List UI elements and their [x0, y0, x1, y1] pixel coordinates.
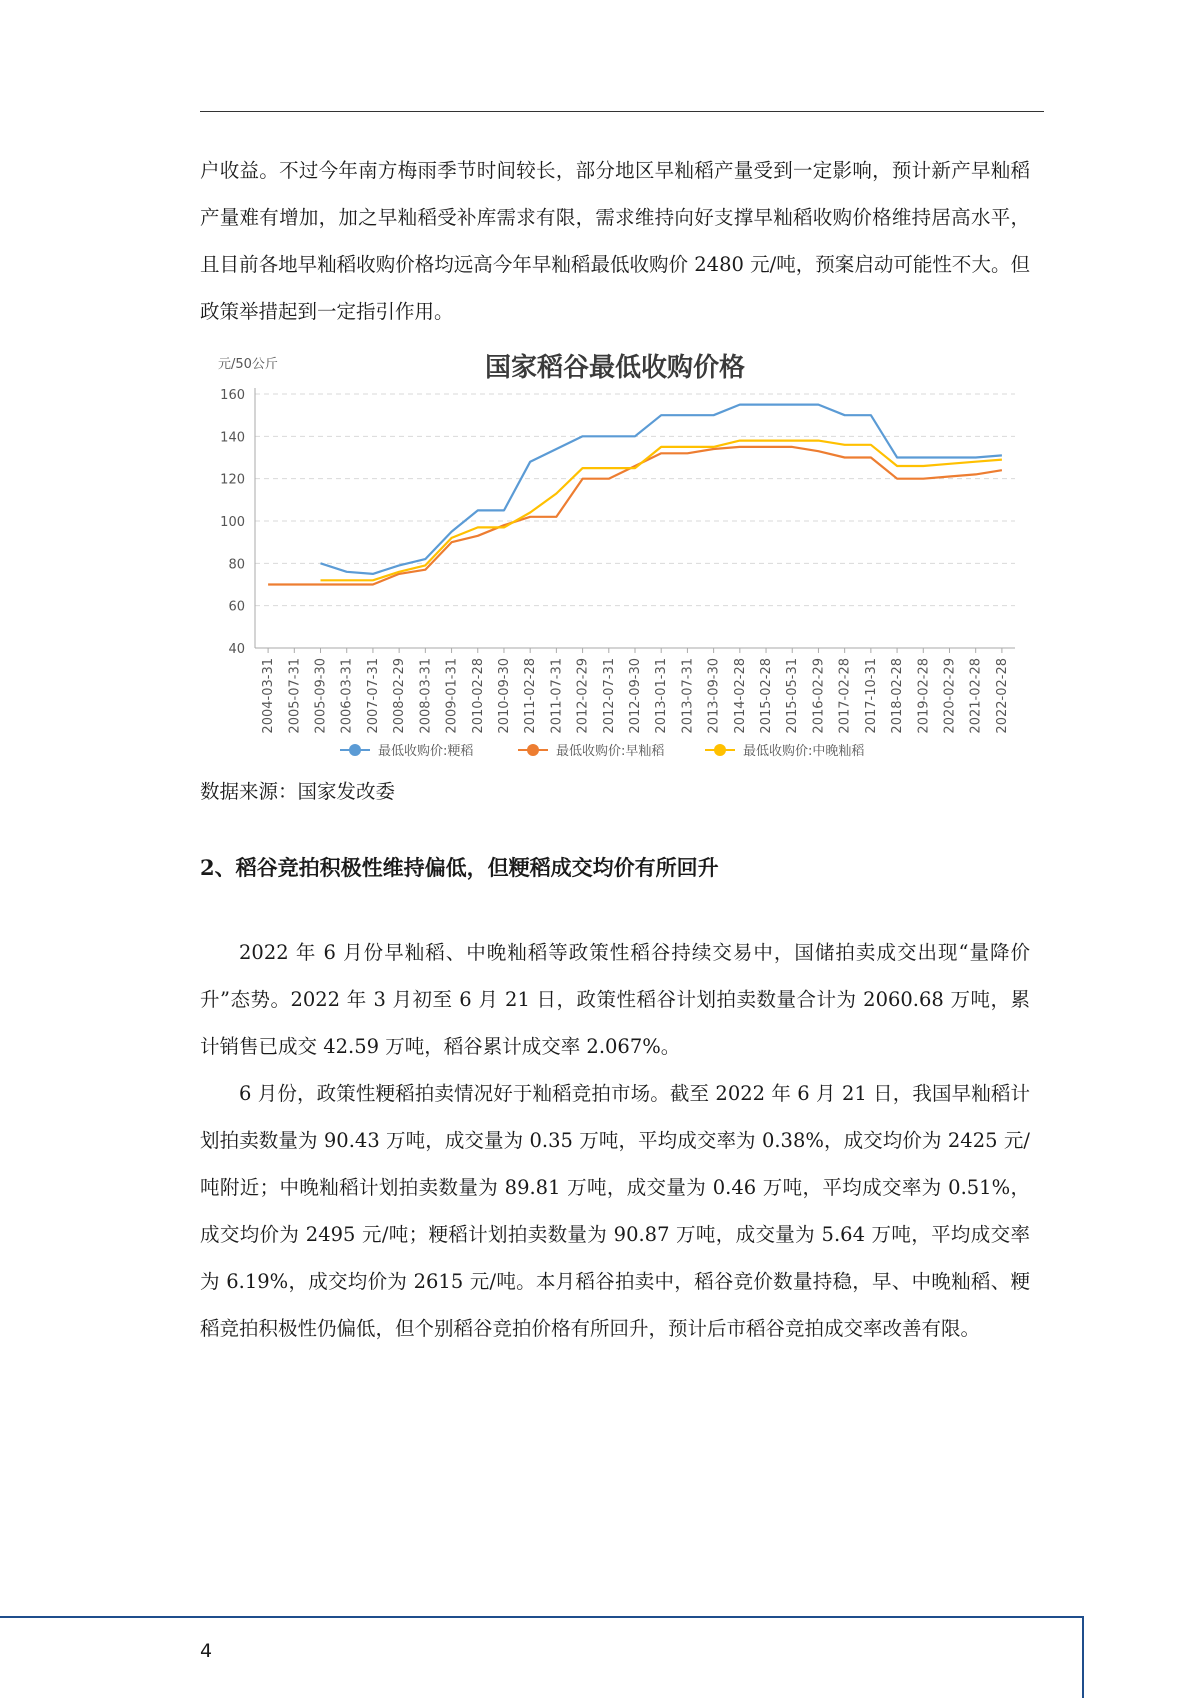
x-tick-label: 2011-02-28 — [523, 658, 539, 734]
x-tick-label: 2017-02-28 — [837, 658, 853, 734]
legend-label: 最低收购价:中晚籼稻 — [743, 744, 865, 759]
section-heading: 2、稻谷竞拍积极性维持偏低，但粳稻成交均价有所回升 — [200, 855, 719, 880]
chart — [200, 348, 1030, 768]
legend-label: 最低收购价:粳稻 — [378, 744, 474, 759]
x-tick-label: 2017-10-31 — [863, 658, 879, 734]
x-tick-label: 2015-05-31 — [785, 658, 801, 734]
footer-border-side — [1082, 1616, 1084, 1698]
y-tick-label: 140 — [220, 430, 245, 446]
data-source: 数据来源：国家发改委 — [200, 780, 396, 803]
x-tick-label: 2008-02-29 — [392, 658, 408, 734]
x-tick-label: 2013-01-31 — [654, 658, 670, 734]
x-tick-label: 2021-02-28 — [968, 658, 984, 734]
x-tick-label: 2010-09-30 — [496, 658, 512, 734]
chart-title: 国家稻谷最低收购价格 — [484, 353, 746, 383]
x-tick-label: 2005-07-31 — [287, 658, 303, 734]
x-tick-label: 2010-02-28 — [470, 658, 486, 734]
y-tick-label: 40 — [228, 642, 245, 657]
x-tick-label: 2016-02-29 — [811, 658, 827, 734]
legend-marker — [527, 744, 539, 756]
page-number: 4 — [200, 1640, 213, 1662]
y-tick-label: 120 — [220, 472, 245, 488]
x-tick-label: 2020-02-29 — [942, 658, 958, 734]
y-axis-unit-label: 元/50公斤 — [218, 357, 278, 372]
x-tick-label: 2019-02-28 — [916, 658, 932, 734]
x-tick-label: 2012-09-30 — [628, 658, 643, 734]
x-tick-label: 2013-07-31 — [680, 658, 696, 734]
x-tick-label: 2014-02-28 — [732, 658, 748, 734]
x-tick-label: 2022-02-28 — [994, 658, 1010, 734]
legend-marker — [714, 744, 726, 756]
x-tick-label: 2013-09-30 — [706, 658, 722, 734]
x-tick-label: 2008-03-31 — [418, 658, 434, 734]
x-tick-label: 2012-07-31 — [601, 658, 617, 734]
x-tick-label: 2005-09-30 — [313, 658, 329, 734]
x-tick-label: 2004-03-31 — [261, 658, 277, 734]
y-tick-label: 100 — [220, 515, 245, 530]
chart-svg — [200, 348, 1030, 768]
paragraph-auction-summary: 2022 年 6 月份早籼稻、中晚籼稻等政策性稻谷持续交易中，国储拍卖成交出现“量降价升”态势。2022 年 3 月初至 6 月 21 日，政策性稻谷计划拍卖数量合计为 2060.68 万吨，累计销售已成交 42.59 万吨，稻谷累计成交率 2.067%。 — [200, 941, 1030, 1058]
x-tick-label: 2009-01-31 — [444, 658, 460, 734]
x-tick-label: 2015-02-28 — [759, 658, 775, 734]
legend-label: 最低收购价:早籼稻 — [556, 744, 665, 759]
y-tick-label: 80 — [228, 557, 245, 573]
legend-marker — [349, 744, 361, 756]
paragraph-intro: 户收益。不过今年南方梅雨季节时间较长，部分地区早籼稻产量受到一定影响，预计新产早籼稻产量难有增加，加之早籼稻受补库需求有限，需求维持向好支撑早籼稻收购价格维持居高水平，且目前各地早籼稻收购价格均远高今年早籼稻最低收购价 2480 元/吨，预案启动可能性不大。但政策举措起到一定指引作用。 — [200, 159, 1030, 323]
x-tick-label: 2018-02-28 — [890, 658, 906, 734]
x-tick-label: 2011-07-31 — [549, 658, 565, 734]
y-tick-label: 160 — [220, 388, 245, 403]
footer-border — [0, 1616, 1084, 1618]
x-tick-label: 2007-07-31 — [365, 658, 381, 734]
x-tick-label: 2012-02-29 — [575, 658, 591, 734]
y-tick-label: 60 — [228, 599, 245, 615]
paragraph-auction-detail: 6 月份，政策性粳稻拍卖情况好于籼稻竞拍市场。截至 2022 年 6 月 21 日，我国早籼稻计划拍卖数量为 90.43 万吨，成交量为 0.35 万吨，平均成交率为 0.38%，成交均价为 2425 元/吨附近；中晚籼稻计划拍卖数量为 89.81 万吨，成交量为 0.46 万吨，平均成交率为 0.51%，成交均价为 2495 元/吨；粳稻计划拍卖数量为 90.87 万吨，成交量为 5.64 万吨，平均成交率为 6.19%，成交均价为 2615 元/吨。本月稻谷拍卖中，稻谷竞价数量持稳，早、中晚籼稻、粳稻竞拍积极性仍偏低，但个别稻谷竞拍价格有所回升，预计后市稻谷竞拍成交率改善有限。 — [200, 1082, 1030, 1340]
series-line — [321, 405, 1002, 574]
header-rule — [200, 111, 1044, 112]
x-tick-label: 2006-03-31 — [339, 658, 355, 734]
